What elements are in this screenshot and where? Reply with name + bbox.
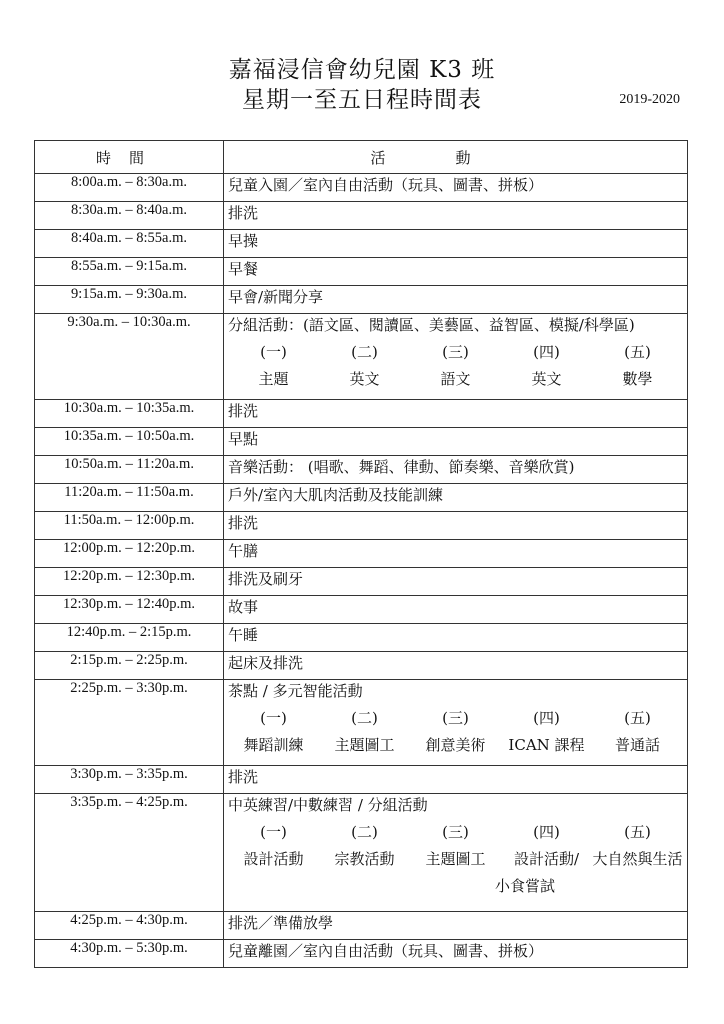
- table-row: [35, 230, 688, 258]
- time-cell: 2:25p.m. – 3:30p.m.: [35, 680, 224, 766]
- activity-cell: [224, 912, 688, 940]
- group-label: 舞蹈訓練: [243, 736, 304, 754]
- group-number: (三): [442, 823, 469, 841]
- activity-cell: [224, 258, 688, 286]
- table-row: [35, 202, 688, 230]
- table-row: [35, 568, 688, 596]
- table-row: [35, 680, 688, 766]
- activity-cell: [224, 456, 688, 484]
- activity-cell: [224, 652, 688, 680]
- group-labels: [228, 848, 683, 869]
- group-numbers: [228, 707, 683, 728]
- activity-cell: [224, 596, 688, 624]
- group-number: (四): [533, 823, 560, 841]
- table-row: [35, 428, 688, 456]
- group-label: 設計活動: [243, 850, 304, 868]
- table-row: [35, 794, 688, 912]
- table-row: [35, 400, 688, 428]
- group-number: (二): [351, 343, 378, 361]
- table-row: [35, 624, 688, 652]
- group-number: (四): [533, 709, 560, 727]
- activity-text: 早會/新聞分享: [228, 288, 324, 306]
- time-cell: 2:15p.m. – 2:25p.m.: [35, 652, 224, 680]
- activity-cell: [224, 202, 688, 230]
- time-cell: 3:35p.m. – 4:25p.m.: [35, 794, 224, 912]
- group-number: (三): [442, 343, 469, 361]
- group-number: (二): [351, 709, 378, 727]
- activity-cell: [224, 568, 688, 596]
- time-cell: 4:25p.m. – 4:30p.m.: [35, 912, 224, 940]
- group-number: (四): [533, 343, 560, 361]
- activity-cell: [224, 230, 688, 258]
- group-number: (二): [351, 823, 378, 841]
- activity-text: 戶外/室內大肌肉活動及技能訓練: [228, 486, 444, 504]
- time-cell: 9:15a.m. – 9:30a.m.: [35, 286, 224, 314]
- group-number: (五): [624, 343, 651, 361]
- table-row: [35, 940, 688, 968]
- group-labels: [228, 368, 683, 389]
- group-number: (一): [260, 823, 287, 841]
- activity-cell: [224, 540, 688, 568]
- time-cell: 9:30a.m. – 10:30a.m.: [35, 314, 224, 400]
- table-row: [35, 596, 688, 624]
- activity-cell: [224, 766, 688, 794]
- activity-cell: [224, 512, 688, 540]
- group-number: (五): [624, 823, 651, 841]
- activity-text: 排洗: [228, 204, 259, 222]
- group-label: 語文: [440, 370, 471, 388]
- activity-text: 排洗: [228, 402, 259, 420]
- group-number: (一): [260, 343, 287, 361]
- group-numbers: [228, 341, 683, 362]
- group-number: (五): [624, 709, 651, 727]
- time-cell: 11:50a.m. – 12:00p.m.: [35, 512, 224, 540]
- table-row: [35, 258, 688, 286]
- activity-cell: [224, 794, 688, 912]
- group-extra-label: 小食嘗試: [494, 877, 555, 895]
- time-cell: 10:30a.m. – 10:35a.m.: [35, 400, 224, 428]
- time-cell: 3:30p.m. – 3:35p.m.: [35, 766, 224, 794]
- school-year: 2019-2020: [619, 92, 680, 107]
- activity-text: 故事: [228, 598, 259, 616]
- activity-text: 早點: [228, 430, 259, 448]
- activity-text: 排洗／準備放學: [228, 914, 334, 932]
- activity-text: 起床及排洗: [228, 654, 304, 672]
- time-cell: 8:55a.m. – 9:15a.m.: [35, 258, 224, 286]
- group-label: 數學: [622, 370, 653, 388]
- time-cell: 4:30p.m. – 5:30p.m.: [35, 940, 224, 968]
- table-row: [35, 540, 688, 568]
- activity-cell: [224, 428, 688, 456]
- group-label: ICAN 課程: [508, 736, 585, 754]
- group-label: 英文: [349, 370, 380, 388]
- activity-cell: [224, 624, 688, 652]
- activity-text: 午膳: [228, 542, 259, 560]
- activity-cell: [224, 484, 688, 512]
- activity-text: 早餐: [228, 260, 259, 278]
- table-row: [35, 766, 688, 794]
- activity-text: 音樂活動： (唱歌、舞蹈、律動、節奏樂、音樂欣賞): [228, 458, 575, 476]
- activity-cell: [224, 314, 688, 400]
- group-label: 英文: [531, 370, 562, 388]
- table-row: [35, 652, 688, 680]
- group-label: 設計活動/: [513, 850, 580, 868]
- activity-text: 茶點 / 多元智能活動: [228, 682, 363, 700]
- group-numbers: [228, 821, 683, 842]
- activity-text: 早操: [228, 232, 259, 250]
- time-cell: 11:20a.m. – 11:50a.m.: [35, 484, 224, 512]
- group-number: (三): [442, 709, 469, 727]
- activity-text: 排洗及刷牙: [228, 570, 304, 588]
- time-cell: 8:40a.m. – 8:55a.m.: [35, 230, 224, 258]
- activity-cell: [224, 400, 688, 428]
- table-row: [35, 174, 688, 202]
- activity-cell: [224, 940, 688, 968]
- activity-text: 兒童離園／室內自由活動（玩具、圖書、拼板）: [228, 942, 544, 960]
- table-row: [35, 314, 688, 400]
- time-cell: 12:00p.m. – 12:20p.m.: [35, 540, 224, 568]
- activity-cell: [224, 174, 688, 202]
- time-cell: 12:40p.m. – 2:15p.m.: [35, 624, 224, 652]
- activity-text: 排洗: [228, 514, 259, 532]
- table-header-row: [35, 141, 688, 174]
- document-title: 嘉福浸信會幼兒園 K3 班: [228, 57, 496, 83]
- schedule-table: [34, 140, 688, 968]
- time-cell: 10:50a.m. – 11:20a.m.: [35, 456, 224, 484]
- group-label: 主題: [258, 370, 289, 388]
- time-cell: 8:30a.m. – 8:40a.m.: [35, 202, 224, 230]
- activity-cell: [224, 680, 688, 766]
- activity-text: 午睡: [228, 626, 259, 644]
- time-cell: 12:20p.m. – 12:30p.m.: [35, 568, 224, 596]
- activity-text: 中英練習/中數練習 / 分組活動: [228, 796, 428, 814]
- group-labels: [228, 734, 683, 755]
- time-cell: 8:00a.m. – 8:30a.m.: [35, 174, 224, 202]
- group-number: (一): [260, 709, 287, 727]
- activity-text: 排洗: [228, 768, 259, 786]
- table-row: [35, 912, 688, 940]
- activity-cell: [224, 286, 688, 314]
- table-row: [35, 286, 688, 314]
- group-label: 創意美術: [425, 736, 486, 754]
- group-label: 宗教活動: [334, 850, 395, 868]
- activity-text: 分組活動：(語文區、閱讀區、美藝區、益智區、模擬/科學區): [228, 316, 635, 334]
- group-label: 主題圖工: [334, 736, 395, 754]
- group-label: 普通話: [614, 736, 660, 754]
- activity-text: 兒童入園／室內自由活動（玩具、圖書、拼板）: [228, 176, 544, 194]
- header-activity: 活動: [224, 141, 688, 174]
- time-cell: 12:30p.m. – 12:40p.m.: [35, 596, 224, 624]
- group-label: 大自然與生活: [592, 850, 683, 868]
- header-time: 時間: [35, 141, 224, 174]
- table-row: [35, 456, 688, 484]
- document-subtitle: 星期一至五日程時間表: [242, 87, 482, 113]
- group-label: 主題圖工: [425, 850, 486, 868]
- schedule-body: [35, 174, 688, 968]
- time-cell: 10:35a.m. – 10:50a.m.: [35, 428, 224, 456]
- title-block: [0, 55, 724, 115]
- table-row: [35, 512, 688, 540]
- table-row: [35, 484, 688, 512]
